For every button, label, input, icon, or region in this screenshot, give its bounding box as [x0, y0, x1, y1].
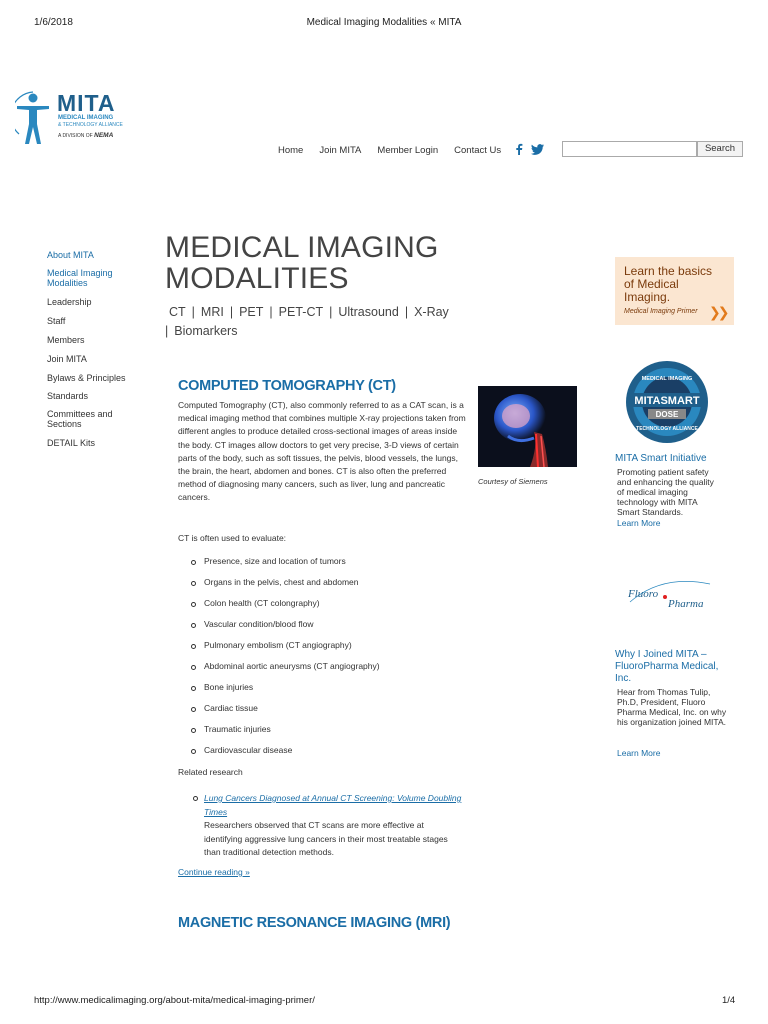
ct-heading: COMPUTED TOMOGRAPHY (CT): [178, 378, 396, 394]
logo-wordmark: MITA: [57, 90, 116, 116]
primer-subtitle: Medical Imaging Primer: [624, 308, 698, 315]
modality-link-xray[interactable]: X-Ray: [414, 305, 449, 319]
sidebar-item-medical-imaging-modalities-line2[interactable]: Modalities: [47, 278, 88, 288]
logo-division-prefix: A DIVISION OF: [58, 133, 93, 139]
fluoro-word: Fluoro: [628, 588, 659, 600]
nav-member-login[interactable]: Member Login: [377, 145, 439, 156]
twitter-icon[interactable]: [531, 144, 544, 158]
research-link[interactable]: Lung Cancers Diagnosed at Annual CT Screening: Volume Doubling Times: [204, 793, 462, 817]
badge-top-text: MEDICAL IMAGING: [641, 376, 693, 382]
list-item: Abdominal aortic aneurysms (CT angiography): [193, 661, 380, 671]
continue-reading-link[interactable]: Continue reading »: [178, 867, 250, 877]
modality-link-ultrasound[interactable]: Ultrasound: [338, 305, 399, 319]
logo-division: [58, 132, 113, 139]
related-research-label: Related research: [178, 767, 243, 777]
mri-heading: MAGNETIC RESONANCE IMAGING (MRI): [178, 915, 451, 931]
sidebar-item-bylaws[interactable]: Bylaws & Principles: [47, 373, 126, 383]
learn-more-link[interactable]: Learn More: [617, 518, 661, 528]
sidebar-item-staff[interactable]: Staff: [47, 316, 66, 326]
list-item: Bone injuries: [193, 682, 253, 692]
nema-logo: NEMA: [94, 132, 114, 139]
learn-more-link[interactable]: Learn More: [617, 748, 661, 758]
fluoropharma-logo[interactable]: [622, 580, 717, 615]
list-item: Organs in the pelvis, chest and abdomen: [193, 577, 359, 587]
print-page-number: 1/4: [722, 995, 736, 1006]
ct-paragraph: Computed Tomography (CT), also commonly referred to as a CAT scan, is a medical imaging method that combines multiple X-ray projections taken from different angles to produce detailed cross-sectional images of areas inside the body. CT images allow doctors to get very precise, 3-D views of certain parts of the body, such as soft tissues, the pelvis, blood vessels, the lungs, the brain, the heart, abdomen and bones. CT is also often the preferred method of diagnosing many cancers, such as liver, lung and pancreatic cancers.: [178, 400, 466, 503]
badge-name: MITASMART: [634, 395, 700, 407]
print-date: 1/6/2018: [34, 17, 73, 28]
page-title: [165, 232, 439, 294]
print-url: http://www.medicalimaging.org/about-mita/medical-imaging-primer/: [34, 995, 315, 1006]
smart-initiative-title[interactable]: MITA Smart Initiative: [615, 453, 707, 464]
list-item: Cardiovascular disease: [193, 745, 292, 755]
modality-links: CT | MRI | PET | PET-CT | Ultrasound | X-Ray | Biomarkers: [165, 305, 449, 338]
logo-line2: & TECHNOLOGY ALLIANCE: [58, 122, 123, 128]
modality-link-mri[interactable]: MRI: [200, 305, 224, 319]
search-button[interactable]: Search: [697, 141, 743, 157]
badge-dose: DOSE: [655, 410, 679, 419]
sidebar-item-detail-kits[interactable]: DETAIL Kits: [47, 438, 96, 448]
sidebar-item-standards[interactable]: Standards: [47, 391, 89, 401]
ct-evaluate-intro: CT is often used to evaluate:: [178, 533, 287, 543]
mita-logo[interactable]: [15, 90, 130, 146]
sidebar-item-members[interactable]: Members: [47, 335, 85, 345]
vitruvian-figure-icon: [15, 90, 51, 146]
badge-bottom-text: TECHNOLOGY ALLIANCE: [636, 426, 698, 432]
list-item: Colon health (CT colongraphy): [193, 598, 320, 608]
list-item: Vascular condition/blood flow: [193, 619, 313, 629]
nav-join-mita[interactable]: Join MITA: [319, 145, 362, 156]
why-joined-description: Hear from Thomas Tulip, Ph.D, President, Fluoro Pharma Medical, Inc. on why his organization joined MITA.: [617, 687, 727, 727]
logo-line1: MEDICAL IMAGING: [58, 115, 114, 121]
facebook-icon[interactable]: [515, 143, 523, 158]
ct-image-caption: Courtesy of Siemens: [478, 477, 548, 486]
top-nav: [272, 143, 544, 158]
list-item: Cardiac tissue: [193, 703, 258, 713]
modality-link-biomarkers[interactable]: Biomarkers: [174, 324, 238, 338]
modality-link-pet[interactable]: PET: [239, 305, 264, 319]
primer-headline: Learn the basics of Medical Imaging.: [624, 264, 713, 304]
list-item: Presence, size and location of tumors: [193, 556, 346, 566]
list-item: Traumatic injuries: [193, 724, 271, 734]
medical-imaging-primer-banner[interactable]: [615, 257, 734, 325]
sidebar-item-medical-imaging-modalities[interactable]: Medical Imaging: [47, 268, 113, 278]
sidebar-item-committees-line2[interactable]: Sections: [47, 419, 82, 429]
research-bullet: [193, 796, 198, 801]
ct-scan-image: [478, 386, 577, 467]
sidebar-item-leadership[interactable]: Leadership: [47, 297, 92, 307]
list-item: Pulmonary embolism (CT angiography): [193, 640, 352, 650]
print-title: Medical Imaging Modalities « MITA: [306, 17, 462, 28]
modality-link-ct[interactable]: CT: [169, 305, 186, 319]
why-joined-title[interactable]: Why I Joined MITA – FluoroPharma Medical, Inc.: [615, 649, 719, 684]
modality-link-pet-ct[interactable]: PET-CT: [278, 305, 324, 319]
smart-initiative-description: Promoting patient safety and enhancing the quality of medical imaging technology with MITA Smart Standards.: [617, 467, 714, 517]
search-input[interactable]: [562, 141, 697, 157]
nav-contact-us[interactable]: Contact Us: [454, 145, 502, 156]
mita-smart-dose-badge[interactable]: [622, 360, 712, 445]
sidebar-item-committees[interactable]: Committees and: [47, 409, 113, 419]
nav-home[interactable]: Home: [278, 145, 304, 156]
page-title-line2: MODALITIES: [165, 262, 349, 295]
double-chevron-icon: ❯❯: [709, 304, 727, 320]
pharma-word: Pharma: [668, 598, 704, 610]
sidebar-item-about-mita[interactable]: About MITA: [47, 250, 94, 260]
sidebar-item-join-mita[interactable]: Join MITA: [47, 354, 87, 364]
research-description: Researchers observed that CT scans are more effective at identifying aggressive lung cancers in their most treatable stages than traditional detection methods.: [204, 820, 448, 857]
page-title-line1: MEDICAL IMAGING: [165, 231, 439, 264]
